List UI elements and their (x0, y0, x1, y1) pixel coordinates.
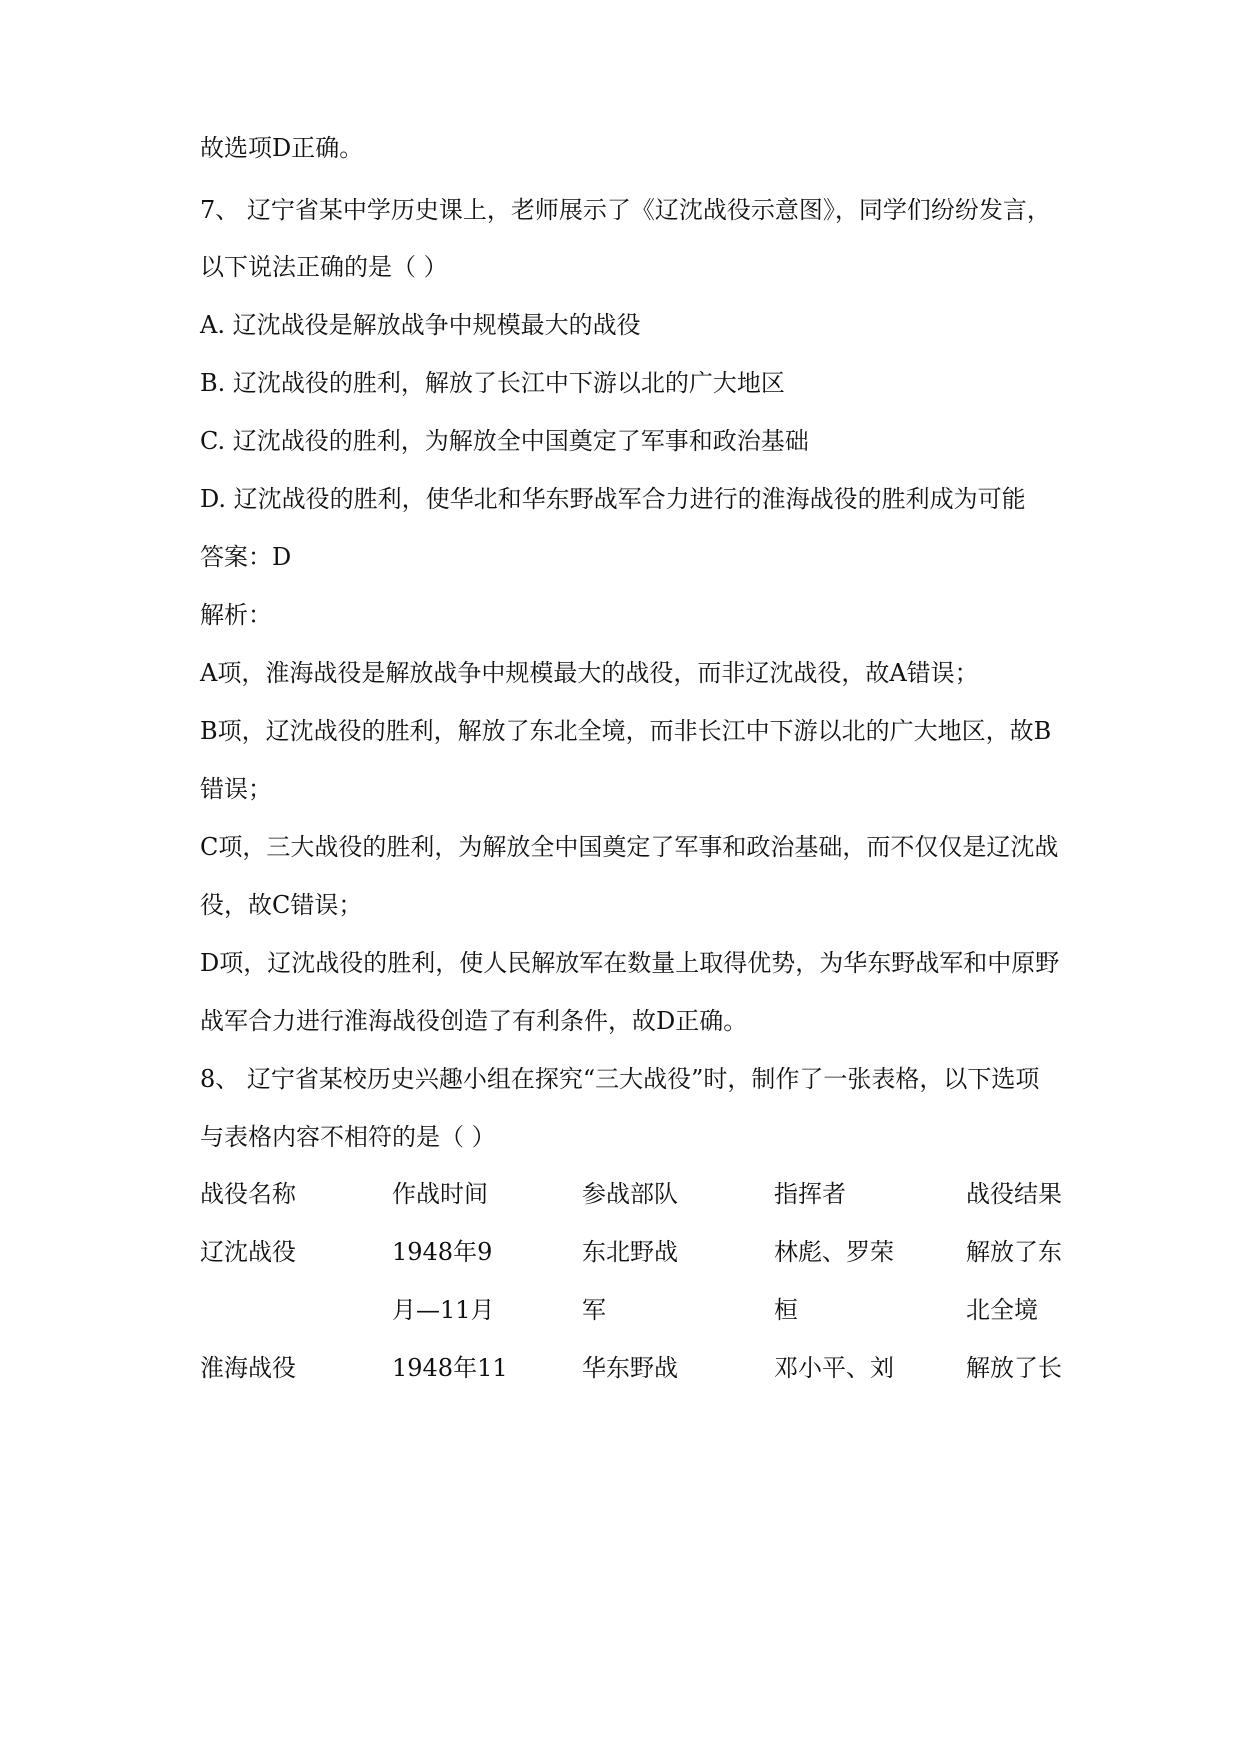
question-8-stem: 8、 辽宁省某校历史兴趣小组在探究“三大战役”时，制作了一张表格，以下选项 (200, 1065, 1040, 1093)
question-8-stem-continued: 与表格内容不相符的是（ ） (200, 1123, 496, 1151)
table-header-cell: 战役名称 (200, 1180, 296, 1208)
table-cell: 华东野战 (582, 1354, 678, 1382)
table-cell: 北全境 (966, 1296, 1038, 1324)
table-cell: 1948年9 (392, 1238, 493, 1266)
analysis-a: A项，淮海战役是解放战争中规模最大的战役，而非辽沈战役，故A错误； (200, 659, 979, 687)
analysis-c: C项，三大战役的胜利，为解放全中国奠定了军事和政治基础，而不仅仅是辽沈战 (200, 833, 1059, 861)
option-a: A. 辽沈战役是解放战争中规模最大的战役 (200, 311, 641, 339)
table-cell: 林彪、罗荣 (774, 1238, 894, 1266)
option-d: D. 辽沈战役的胜利，使华北和华东野战军合力进行的淮海战役的胜利成为可能 (200, 485, 1026, 513)
table-cell: 东北野战 (582, 1238, 678, 1266)
table-cell: 桓 (774, 1296, 798, 1324)
answer-line: 答案：D (200, 543, 292, 571)
table-header-cell: 战役结果 (966, 1180, 1062, 1208)
table-cell: 军 (582, 1296, 606, 1324)
option-b: B. 辽沈战役的胜利，解放了长江中下游以北的广大地区 (200, 369, 785, 397)
table-header-cell: 作战时间 (392, 1180, 488, 1208)
table-header-cell: 参战部队 (582, 1180, 678, 1208)
table-cell: 淮海战役 (200, 1354, 296, 1382)
option-c: C. 辽沈战役的胜利，为解放全中国奠定了军事和政治基础 (200, 427, 809, 455)
analysis-d-continued: 战军合力进行淮海战役创造了有利条件，故D正确。 (200, 1007, 748, 1035)
table-cell: 解放了长 (966, 1354, 1062, 1382)
table-cell: 1948年11 (392, 1354, 508, 1382)
analysis-b: B项，辽沈战役的胜利，解放了东北全境，而非长江中下游以北的广大地区，故B (200, 717, 1052, 745)
analysis-b-continued: 错误； (200, 775, 272, 803)
text-line: 故选项D正确。 (200, 134, 364, 162)
table-cell: 辽沈战役 (200, 1238, 296, 1266)
question-7-stem-continued: 以下说法正确的是（ ） (200, 253, 448, 281)
question-7-stem: 7、 辽宁省某中学历史课上，老师展示了《辽沈战役示意图》，同学们纷纷发言， (200, 196, 1051, 224)
analysis-d: D项，辽沈战役的胜利，使人民解放军在数量上取得优势，为华东野战军和中原野 (200, 949, 1060, 977)
analysis-heading: 解析： (200, 601, 272, 629)
table-cell: 邓小平、刘 (774, 1354, 894, 1382)
table-cell: 解放了东 (966, 1238, 1062, 1266)
table-header-cell: 指挥者 (774, 1180, 846, 1208)
table-cell: 月—11月 (392, 1296, 495, 1324)
analysis-c-continued: 役，故C错误； (200, 891, 363, 919)
